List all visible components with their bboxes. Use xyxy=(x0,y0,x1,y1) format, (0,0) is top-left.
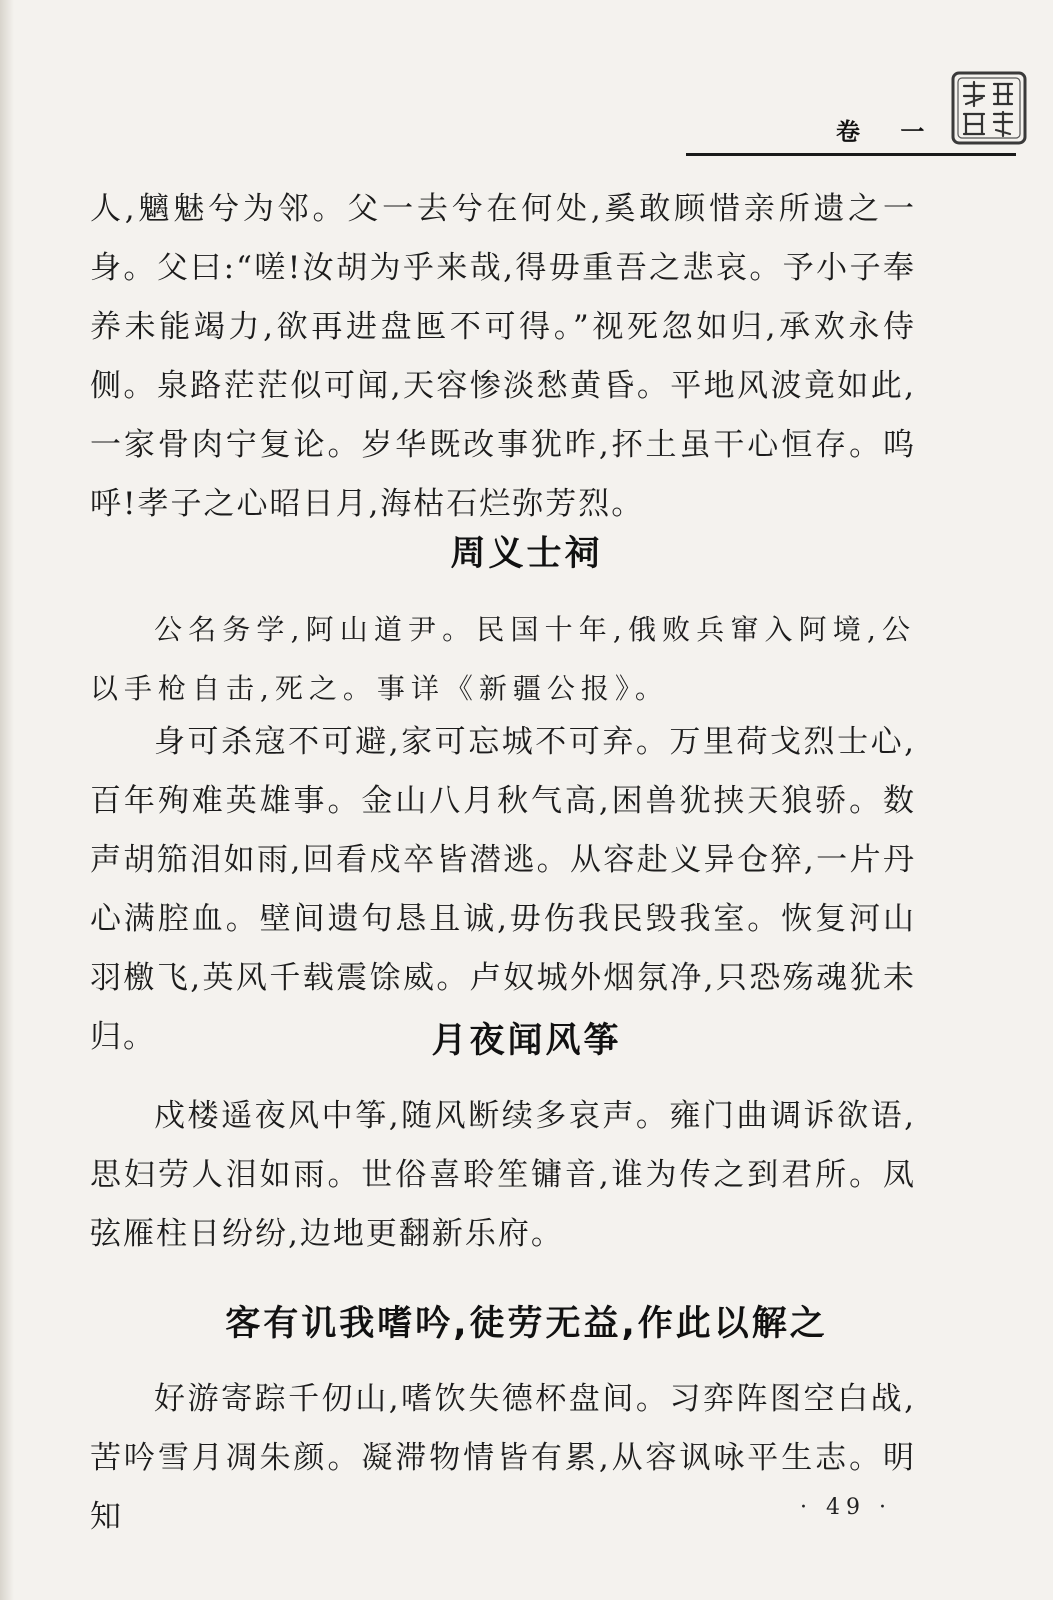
page-number: · 49 · xyxy=(800,1495,892,1520)
preface-paragraph: 公名务学,阿山道尹。民国十年,俄败兵窜入阿境,公以手枪自击,死之。事详《新疆公报》。 xyxy=(90,613,916,705)
page-edge-shadow xyxy=(0,0,14,1600)
body-paragraph: 人,魑魅兮为邻。父一去兮在何处,奚敢顾惜亲所遗之一身。父曰:“嗟!汝胡为乎来哉,得毋重吾之悲哀。予小子奉养未能竭力,欲再进盘匜不可得。”视死忽如归,承欢永侍侧。泉路茫茫似可闻,天容惨淡愁黄昏。平地风波竟如此,一家骨肉宁复论。岁华既改事犹昨,抔土虽干心恒存。呜呼!孝子之心昭日月,海枯石烂弥芳烈。 xyxy=(90,191,916,522)
poem-body xyxy=(90,1370,916,1547)
poem-title: 月夜闻风筝 xyxy=(431,1021,622,1061)
poem-title: 周义士祠 xyxy=(450,534,603,574)
poem-title: 客有讥我嗜吟,徒劳无益,作此以解之 xyxy=(225,1304,828,1344)
poem-body xyxy=(90,1087,916,1264)
seal-stamp-icon xyxy=(950,70,1028,146)
running-head: 卷 一 xyxy=(836,118,941,146)
header-rule xyxy=(686,153,1016,156)
body-paragraph: 好游寄踪千仞山,嗜饮失德杯盘间。习弈阵图空白战,苦吟雪月凋朱颜。凝滞物情皆有累,从容讽咏平生志。明知 xyxy=(90,1381,916,1535)
body-paragraph: 身可杀寇不可避,家可忘城不可弃。万里荷戈烈士心,百年殉难英雄事。金山八月秋气高,困兽犹挟天狼骄。数声胡笳泪如雨,回看戍卒皆潜逃。从容赴义异仓猝,一片丹心满腔血。壁间遗句恳且诚,毋伤我民毁我室。恢复河山羽檄飞,英风千载震馀威。卢奴城外烟氛净,只恐殇魂犹未归。 xyxy=(90,724,916,1055)
poem-continued xyxy=(90,180,916,534)
poem-preface xyxy=(90,600,916,718)
body-paragraph: 戍楼遥夜风中筝,随风断续多哀声。雍门曲调诉欲语,思妇劳人泪如雨。世俗喜聆笙镛音,谁为传之到君所。凤弦雁柱日纷纷,边地更翻新乐府。 xyxy=(90,1098,916,1252)
